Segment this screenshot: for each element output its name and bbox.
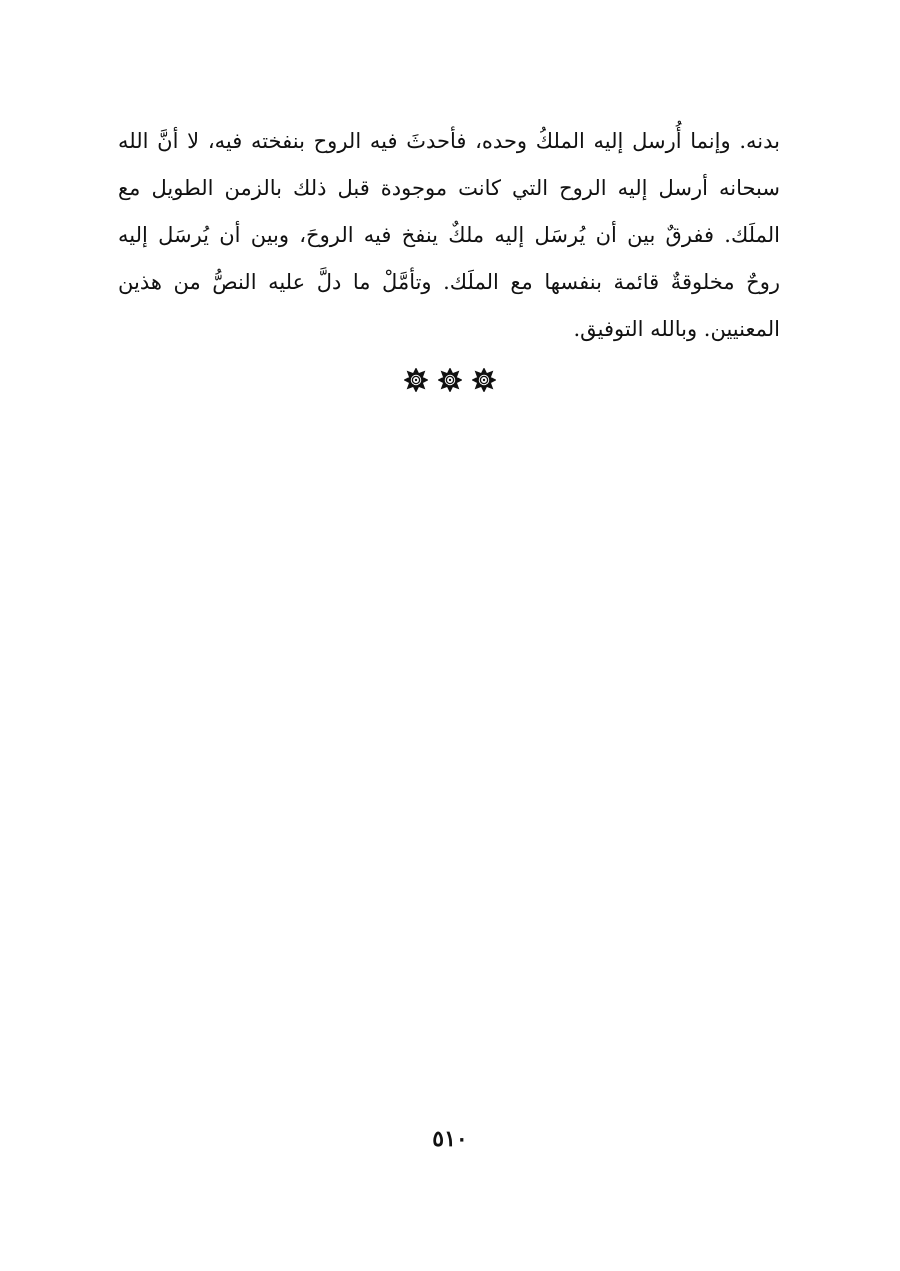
flower-ornament-icon	[472, 368, 496, 392]
page-number: ٥١٠	[432, 1126, 468, 1152]
text-line-1: بدنه. وإنما أُرسل إليه الملكُ وحده، فأحدثَ فيه الروح بنفخته فيه، لا أنَّ الله	[118, 129, 780, 153]
flower-ornament-icon	[438, 368, 462, 392]
section-separator	[0, 368, 900, 392]
text-line-4: روحٌ مخلوقةٌ قائمة بنفسها مع الملَك. وتأمَّلْ ما دلَّ عليه النصُّ من هذين	[118, 270, 780, 294]
body-paragraph	[118, 118, 780, 353]
text-line-3: الملَك. ففرقٌ بين أن يُرسَل إليه ملكٌ ينفخ فيه الروحَ، وبين أن يُرسَل إليه	[118, 223, 780, 247]
text-line-2: سبحانه أرسل إليه الروح التي كانت موجودة قبل ذلك بالزمن الطويل مع	[118, 176, 780, 200]
flower-ornament-icon	[404, 368, 428, 392]
text-line-5: المعنيين. وبالله التوفيق.	[573, 317, 780, 341]
